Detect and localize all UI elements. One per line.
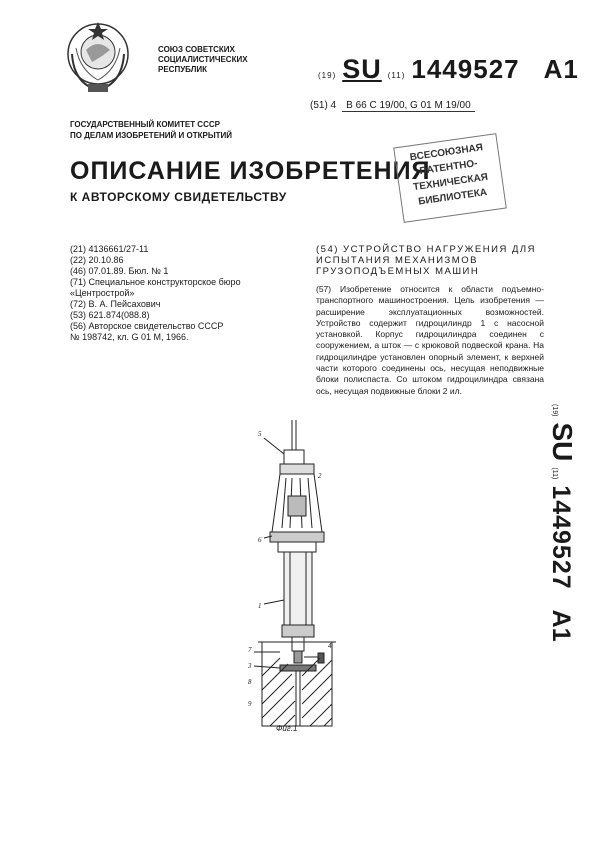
country-name-block (158, 45, 248, 75)
side-patent-kind: A1 (547, 609, 575, 642)
stamp-line: БИБЛИОТЕКА (417, 187, 488, 208)
ussr-emblem-icon (62, 14, 134, 98)
side-tag-11: (11) (551, 467, 558, 480)
committee-block (70, 119, 232, 141)
stamp-line: ВСЕСОЮЗНАЯ (409, 142, 484, 164)
side-tag-19: (19) (551, 404, 558, 417)
figure-label: 1 (258, 602, 262, 610)
committee-line: ПО ДЕЛАМ ИЗОБРЕТЕНИЙ И ОТКРЫТИЙ (70, 131, 233, 140)
figure-label: 6 (258, 536, 262, 544)
library-stamp (393, 133, 507, 223)
biblio-line: (72) В. А. Пейсахович (70, 299, 161, 309)
country-code: SU (342, 54, 382, 84)
figure-label: 3 (248, 662, 252, 670)
patent-number-header (318, 54, 579, 85)
figure-label: 9 (248, 700, 252, 708)
biblio-line: № 198742, кл. G 01 M, 1966. (70, 332, 189, 342)
side-patent-label (532, 404, 592, 694)
country-line: РЕСПУБЛИК (158, 65, 207, 74)
ipc-tag: (51) 4 (310, 100, 337, 111)
country-line: СОЦИАЛИСТИЧЕСКИХ (158, 55, 248, 64)
committee-line: ГОСУДАРСТВЕННЫЙ КОМИТЕТ СССР (70, 120, 220, 129)
biblio-line: «Центрострой» (70, 288, 135, 298)
biblio-line: (53) 621.874(088.8) (70, 310, 150, 320)
biblio-line: (22) 20.10.86 (70, 255, 124, 265)
figure-label: 7 (248, 646, 252, 654)
biblio-line: (71) Специальное конструкторское бюро (70, 277, 241, 287)
bibliographic-data (70, 244, 300, 343)
patent-number: 1449527 (411, 54, 520, 84)
figure-label: 8 (248, 678, 252, 686)
side-country-code: SU (547, 422, 578, 462)
ipc-classes: В 66 С 19/00, G 01 M 19/00 (342, 100, 475, 112)
biblio-line: (56) Авторское свидетельство СССР (70, 321, 224, 331)
ipc-classification (310, 100, 475, 112)
stamp-line: ПАТЕНТНО-ТЕХНИЧЕСКАЯ (412, 158, 489, 194)
field-tag-19: (19) (318, 71, 337, 80)
figure-label: 2 (318, 472, 322, 480)
figure-caption: Фиг.1 (276, 724, 298, 733)
invention-title: (54) УСТРОЙСТВО НАГРУЖЕНИЯ ДЛЯ ИСПЫТАНИЯ МЕХАНИЗМОВ ГРУЗОПОДЪЕМНЫХ МАШИН (316, 244, 536, 277)
side-patent-number: 1449527 (547, 485, 575, 590)
document-title: ОПИСАНИЕ ИЗОБРЕТЕНИЯ (70, 157, 431, 185)
technical-drawing (240, 420, 350, 740)
field-tag-11: (11) (387, 71, 406, 80)
figure-label: 4 (328, 642, 332, 650)
document-subtitle: К АВТОРСКОМУ СВИДЕТЕЛЬСТВУ (70, 190, 287, 204)
abstract-text: (57) Изобретение относится к области подъемно-транспортного машиностроения. Цель изобретения — расширение эксплуатационных возможностей. Устройство содержит гидроцилиндр 1 с насосной установкой. Корпус гидроцилиндра соединен с сооружением, а шток — с крюковой подвеской крана. На гидроцилиндре установлен опорный элемент, к верхней части которого соединены ось, несущая неподвижные блоки полиспаста. Со штоком гидроцилиндра связана ось, несущая подвижные блоки 2 ил. (316, 284, 544, 396)
country-line: СОЮЗ СОВЕТСКИХ (158, 45, 235, 54)
biblio-line: (46) 07.01.89. Бюл. № 1 (70, 266, 169, 276)
patent-kind: A1 (543, 54, 579, 84)
biblio-line: (21) 4136661/27-11 (70, 244, 149, 254)
figure-label: 5 (258, 430, 262, 438)
